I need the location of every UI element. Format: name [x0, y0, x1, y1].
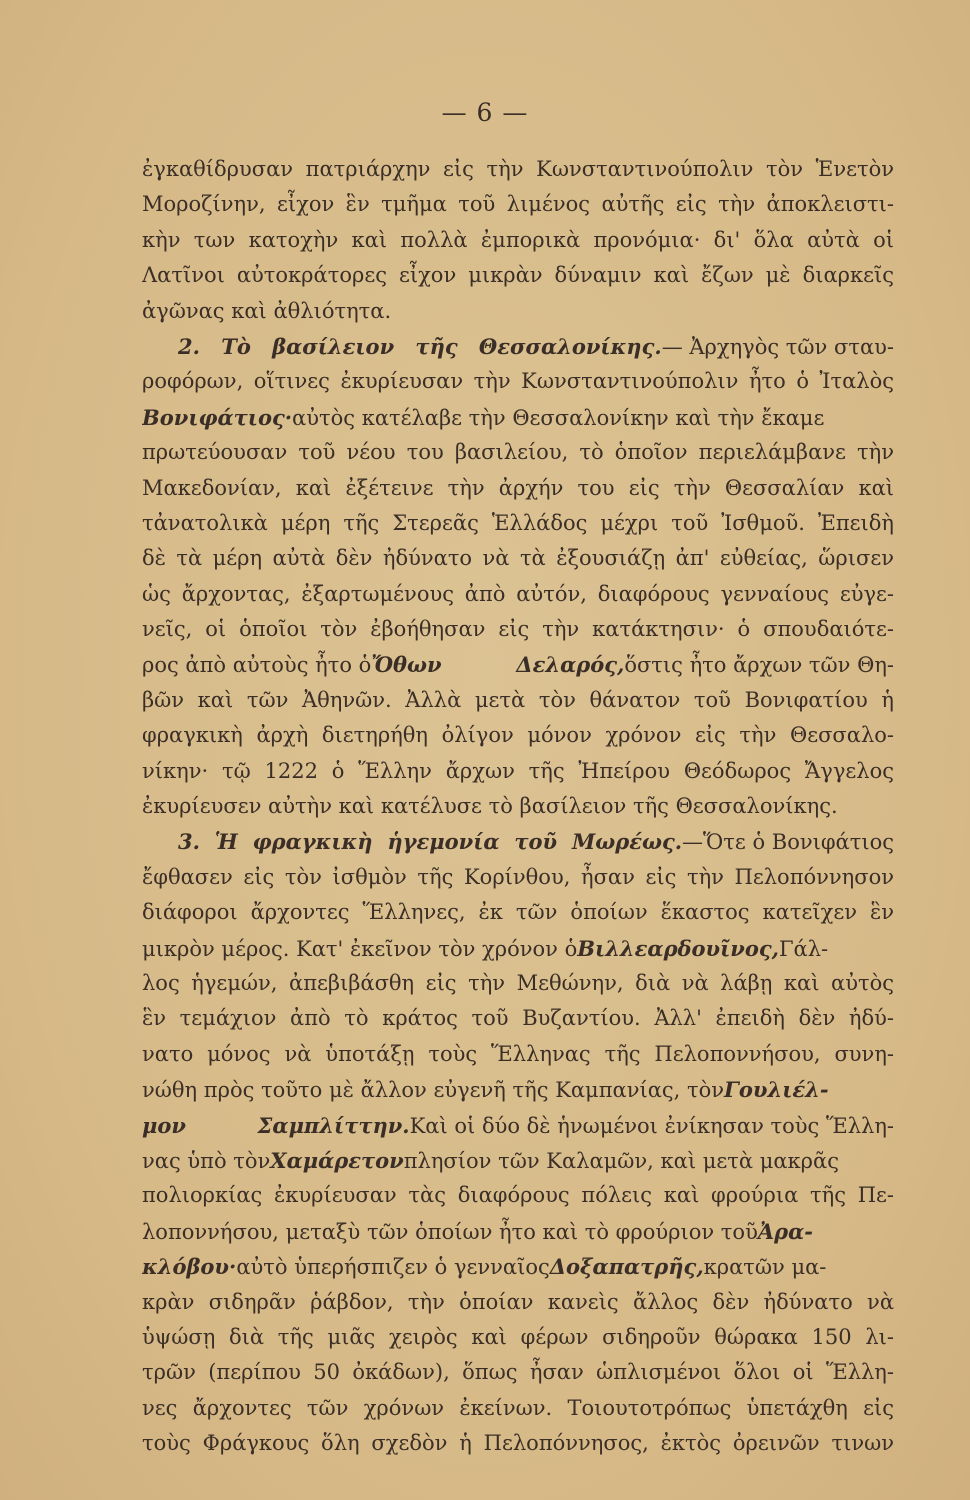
section-heading-line: 2. Τὸ βασίλειον τῆς Θεσσαλονίκης.— Ἀρχηγὸς τῶν σταυ- — [178, 333, 894, 359]
text-line: ροφόρων, οἵτινες ἐκυρίευσαν τὴν Κωνσταντινούπολιν ἦτο ὁ Ἰταλὸς — [142, 369, 894, 394]
text-line: ἔφθασεν εἰς τὸν ἰσθμὸν τῆς Κορίνθου, ἦσαν εἰς τὴν Πελοπόννησον — [142, 864, 894, 889]
text-line: νεῖς, οἱ ὁποῖοι τὸν ἐβοήθησαν εἰς τὴν κατάκτησιν· ὁ σπουδαιότε- — [142, 617, 894, 642]
body-text — [142, 152, 894, 1461]
text-line: ρος ἀπὸ αὐτοὺς ἦτο ὁὌθων Δελαρός,ὅστις ἦτο ἄρχων τῶν Θη- — [142, 652, 894, 678]
emphasized-name: Χαμάρετον — [270, 1147, 404, 1173]
emphasized-name: μον Σαμπλίττην. — [142, 1112, 410, 1138]
text-line: λοποννήσου, μεταξὺ τῶν ὁποίων ἦτο καὶ τὸ φρούριον τοῦἈρα- — [142, 1218, 813, 1244]
text-line: βῶν καὶ τῶν Ἀθηνῶν. Ἀλλὰ μετὰ τὸν θάνατον τοῦ Βονιφατίου ἡ — [142, 687, 894, 712]
text-line: Μοροζίνην, εἶχον ἓν τμῆμα τοῦ λιμένος αὐτῆς εἰς τὴν ἀποκλειστι- — [142, 192, 894, 217]
section-heading-line: 3. Ἡ φραγκικὴ ἡγεμονία τοῦ Μωρέως.—Ὅτε ὁ Βονιφάτιος — [178, 829, 894, 855]
page-number: — 6 — — [441, 98, 529, 127]
section-heading: 2. Τὸ βασίλειον τῆς Θεσσαλονίκης. — [178, 333, 662, 359]
emphasized-name: Ὄθων Δελαρός, — [371, 652, 625, 678]
text-line: ἓν τεμάχιον ἀπὸ τὸ κράτος τοῦ Βυζαντίου. Ἀλλ' ἐπειδὴ δὲν ἠδύ- — [142, 1006, 894, 1031]
text-line: τρῶν (περίπου 50 ὀκάδων), ὅπως ἦσαν ὡπλισμένοι ὅλοι οἱ Ἕλλη- — [142, 1360, 894, 1385]
text-line: Μακεδονίαν, καὶ ἐξέτεινε τὴν ἀρχήν του εἰς τὴν Θεσσαλίαν καὶ — [142, 475, 894, 500]
text-line: μον Σαμπλίττην.Καὶ οἱ δύο δὲ ἡνωμένοι ἐνίκησαν τοὺς Ἕλλη- — [142, 1112, 894, 1138]
emphasized-name: Ἀρα- — [757, 1218, 813, 1244]
text-line: φραγκικὴ ἀρχὴ διετηρήθη ὀλίγον μόνον χρόνον εἰς τὴν Θεσσαλο- — [142, 723, 894, 748]
text-line: τοὺς Φράγκους ὅλη σχεδὸν ἡ Πελοπόννησος, ἐκτὸς ὀρεινῶν τινων — [142, 1431, 894, 1456]
emphasized-name: κλόβου· — [142, 1254, 237, 1280]
text-line: νώθη πρὸς τοῦτο μὲ ἄλλον εὐγενῆ τῆς Καμπανίας, τὸνΓουλιέλ- — [142, 1077, 829, 1103]
text-line: νας ὑπὸ τὸνΧαμάρετονπλησίον τῶν Καλαμῶν, καὶ μετὰ μακρᾶς — [142, 1147, 839, 1173]
text-line: ἐκυρίευσεν αὐτὴν καὶ κατέλυσε τὸ βασίλειον τῆς Θεσσαλονίκης. — [142, 794, 838, 819]
text-line: ὑψώσῃ διὰ τῆς μιᾶς χειρὸς καὶ φέρων σιδηροῦν θώρακα 150 λι- — [142, 1324, 894, 1349]
text-line: κρὰν σιδηρᾶν ῥάβδον, τὴν ὁποίαν κανεὶς ἄλλος δὲν ἠδύνατο νὰ — [142, 1289, 894, 1314]
emphasized-name: Βιλλεαρδουῖνος, — [577, 935, 779, 961]
emphasized-name: Δοξαπατρῆς, — [549, 1254, 704, 1280]
text-line: πολιορκίας ἐκυρίευσαν τὰς διαφόρους πόλεις καὶ φρούρια τῆς Πε- — [142, 1183, 894, 1208]
text-line: ἀγῶνας καὶ ἀθλιότητα. — [142, 298, 392, 323]
section-heading: 3. Ἡ φραγκικὴ ἡγεμονία τοῦ Μωρέως. — [178, 829, 683, 855]
text-line: μικρὸν μέρος. Κατ' ἐκεῖνον τὸν χρόνον ὁΒιλλεαρδουῖνος,Γάλ- — [142, 935, 829, 961]
emphasized-name: Γουλιέλ- — [724, 1077, 829, 1103]
text-line: κὴν των κατοχὴν καὶ πολλὰ ἐμπορικὰ προνόμια· δι' ὅλα αὐτὰ οἱ — [142, 227, 894, 252]
text-line: νατο μόνος νὰ ὑποτάξῃ τοὺς Ἕλληνας τῆς Πελοποννήσου, συνη- — [142, 1041, 894, 1066]
text-line: πρωτεύουσαν τοῦ νέου του βασιλείου, τὸ ὁποῖον περιελάμβανε τὴν — [142, 440, 894, 465]
text-line: νες ἄρχοντες τῶν χρόνων ἐκείνων. Τοιουτοτρόπως ὑπετάχθη εἰς — [142, 1395, 894, 1420]
emphasized-name: Βονιφάτιος· — [142, 404, 293, 430]
text-line: Λατῖνοι αὐτοκράτορες εἶχον μικρὰν δύναμιν καὶ ἔζων μὲ διαρκεῖς — [142, 263, 894, 288]
text-line: λος ἡγεμών, ἀπεβιβάσθη εἰς τὴν Μεθώνην, διὰ νὰ λάβῃ καὶ αὐτὸς — [142, 970, 894, 995]
text-line: τἀνατολικὰ μέρη τῆς Στερεᾶς Ἑλλάδος μέχρι τοῦ Ἰσθμοῦ. Ἐπειδὴ — [142, 510, 894, 535]
text-line: διάφοροι ἄρχοντες Ἕλληνες, ἐκ τῶν ὁποίων ἕκαστος κατεῖχεν ἓν — [142, 900, 894, 925]
text-line: Βονιφάτιος·αὐτὸς κατέλαβε τὴν Θεσσαλονίκην καὶ τὴν ἔκαμε — [142, 404, 825, 430]
text-line: κλόβου·αὐτὸ ὑπερήσπιζεν ὁ γενναῖοςΔοξαπατρῆς,κρατῶν μα- — [142, 1254, 827, 1280]
text-line: νίκην· τῷ 1222 ὁ Ἕλλην ἄρχων τῆς Ἠπείρου Θεόδωρος Ἄγγελος — [142, 758, 894, 783]
text-line: ὡς ἄρχοντας, ἐξαρτωμένους ἀπὸ αὐτόν, διαφόρους γενναίους εὐγε- — [142, 581, 894, 606]
text-line: δὲ τὰ μέρη αὐτὰ δὲν ἠδύνατο νὰ τὰ ἐξουσιάζῃ ἀπ' εὐθείας, ὥρισεν — [142, 546, 894, 571]
text-line: ἐγκαθίδρυσαν πατριάρχην εἰς τὴν Κωνσταντινούπολιν τὸν Ἑνετὸν — [142, 157, 894, 181]
